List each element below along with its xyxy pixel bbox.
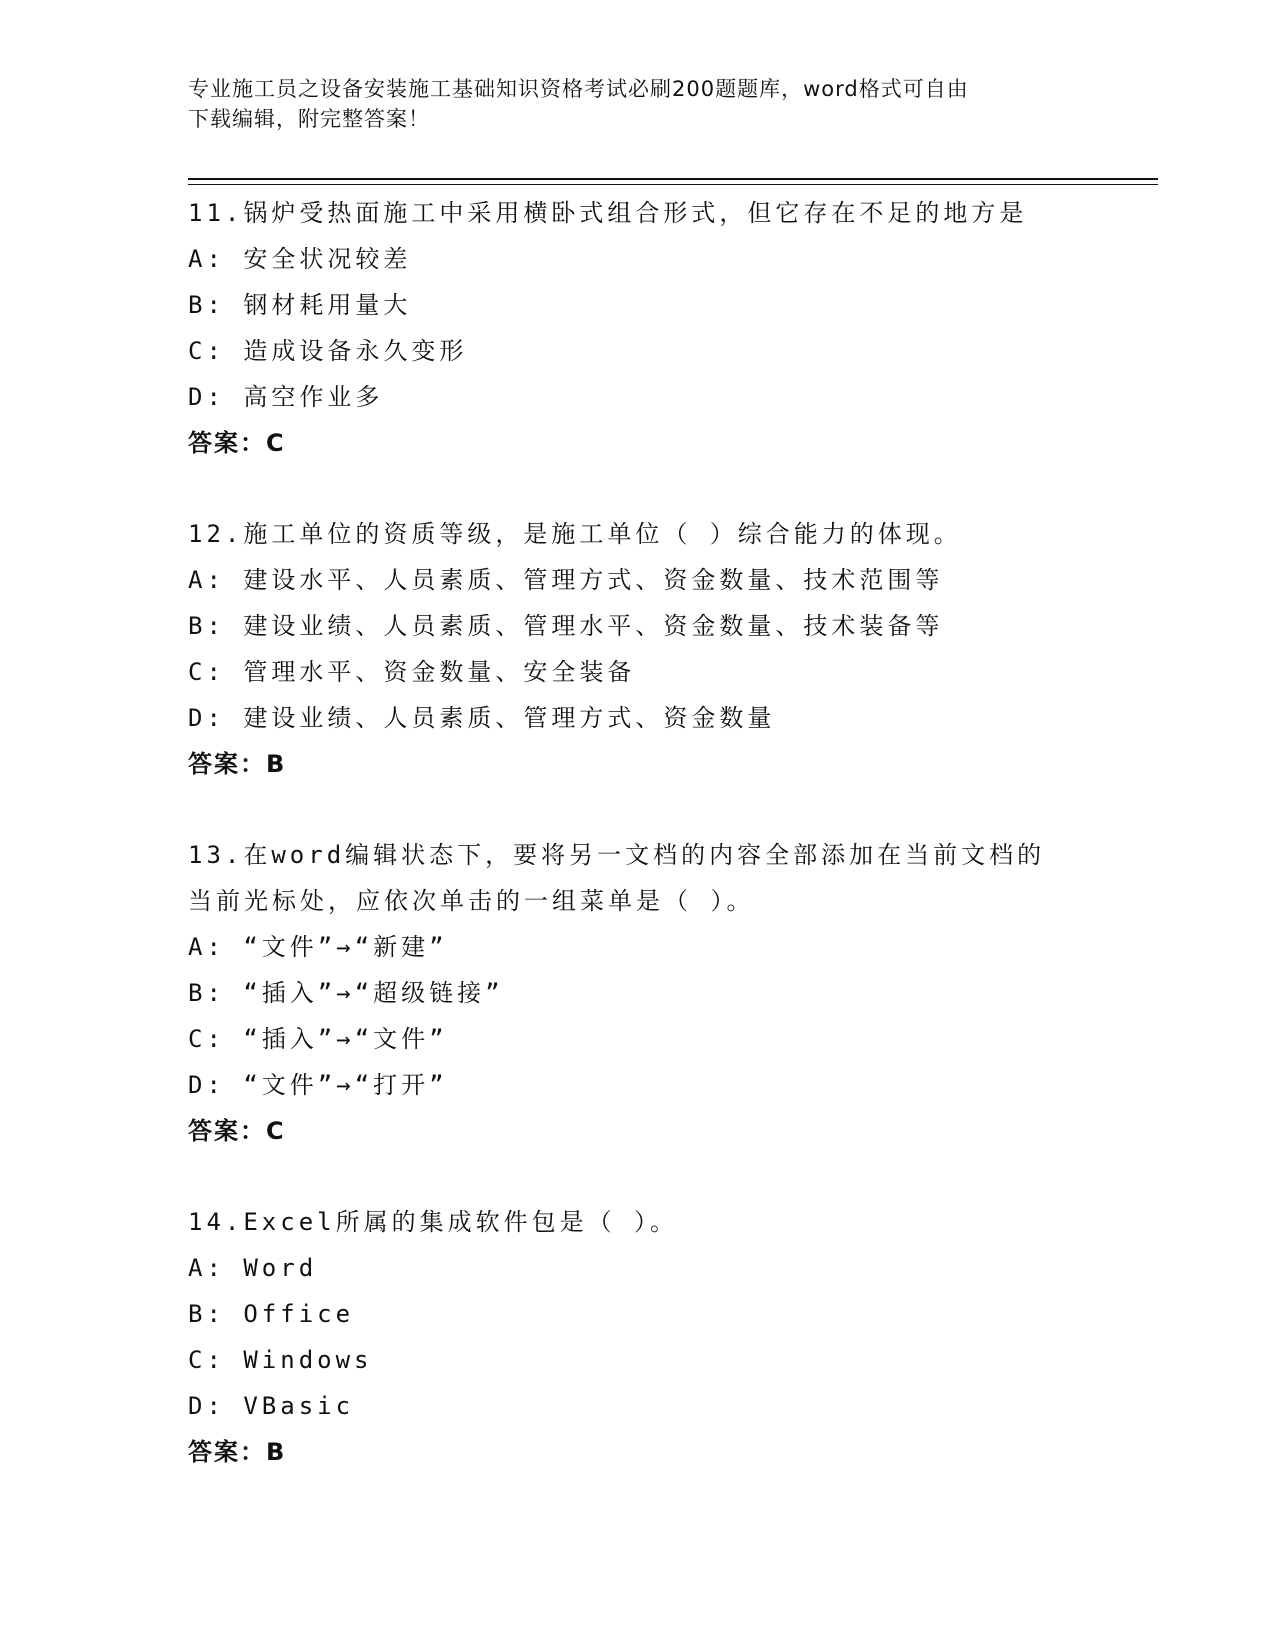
option-d: D: 建设业绩、人员素质、管理方式、资金数量 (188, 704, 776, 732)
option-b: B: Office (188, 1300, 355, 1328)
question-stem: 11.锅炉受热面施工中采用横卧式组合形式，但它存在不足的地方是 (188, 199, 1028, 227)
answer-label: 答案：B (188, 1438, 287, 1466)
question-stem-line-1: 13.在word编辑状态下，要将另一文档的内容全部添加在当前文档的 (188, 841, 1046, 869)
option-d: D: “文件”→“打开” (188, 1071, 448, 1099)
document-header (188, 74, 1088, 134)
option-a: A: “文件”→“新建” (188, 933, 448, 961)
option-b: B: 建设业绩、人员素质、管理水平、资金数量、技术装备等 (188, 612, 944, 640)
option-a: A: Word (188, 1254, 318, 1282)
option-d: D: VBasic (188, 1392, 355, 1420)
option-c: C: 管理水平、资金数量、安全装备 (188, 658, 636, 686)
header-line-2: 下载编辑，附完整答案！ (188, 107, 430, 131)
question-stem: 14.Excel所属的集成软件包是（ ）。 (188, 1208, 679, 1236)
option-c: C: Windows (188, 1346, 373, 1374)
question-stem-line-2: 当前光标处，应依次单击的一组菜单是（ ）。 (188, 887, 755, 915)
option-c: C: 造成设备永久变形 (188, 337, 468, 365)
question-stem: 12.施工单位的资质等级，是施工单位（ ）综合能力的体现。 (188, 520, 962, 548)
option-b: B: 钢材耗用量大 (188, 291, 412, 319)
question-list (188, 190, 1088, 1520)
header-divider-thin (188, 184, 1158, 185)
option-a: A: 安全状况较差 (188, 245, 412, 273)
answer-label: 答案：C (188, 1117, 286, 1145)
answer-label: 答案：B (188, 750, 287, 778)
question-13 (188, 832, 1088, 1154)
option-a: A: 建设水平、人员素质、管理方式、资金数量、技术范围等 (188, 566, 944, 594)
answer-label: 答案：C (188, 429, 286, 457)
option-b: B: “插入”→“超级链接” (188, 979, 504, 1007)
header-line-1: 专业施工员之设备安装施工基础知识资格考试必刷200题题库，word格式可自由 (188, 77, 969, 101)
header-divider-thick (188, 178, 1158, 180)
question-14 (188, 1199, 1088, 1475)
question-11 (188, 190, 1088, 466)
option-d: D: 高空作业多 (188, 383, 384, 411)
option-c: C: “插入”→“文件” (188, 1025, 448, 1053)
question-12 (188, 511, 1088, 787)
